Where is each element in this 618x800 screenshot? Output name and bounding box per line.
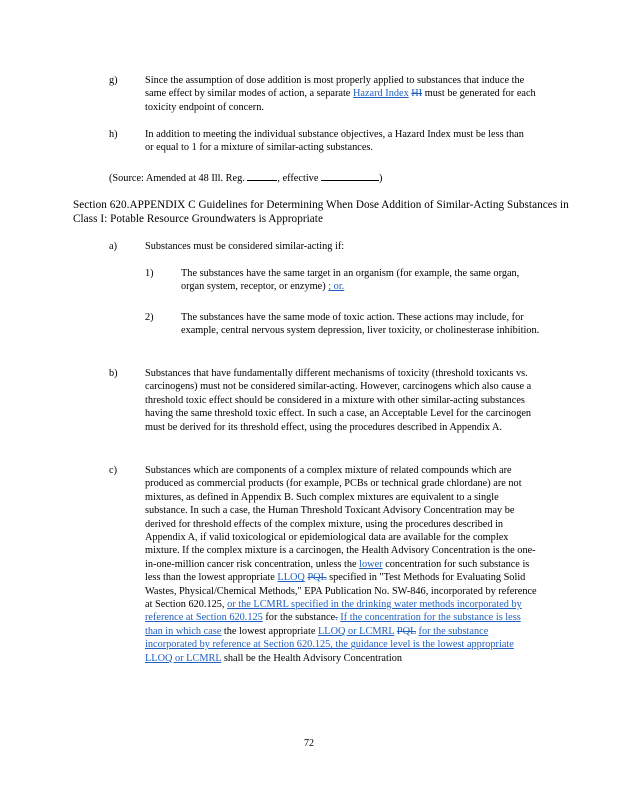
source-note: (Source: Amended at 48 Ill. Reg. , effective ) [109, 173, 383, 184]
inserted-text: If the concentration for the substance is less than in which case [145, 612, 521, 637]
item-a-label: a) [109, 241, 117, 252]
deleted-text: PQL [307, 572, 327, 584]
inserted-text: LLOQ [277, 572, 305, 584]
page-number: 72 [304, 738, 314, 749]
inserted-text: for the substance incorporated by reference at Section 620.125, the guidance level is the lowest appropriate LLOQ or LCMRL [145, 625, 514, 664]
deleted-text: . [335, 612, 338, 624]
inserted-text: Hazard Index [352, 88, 409, 100]
item-g-text: Since the assumption of dose addition is most properly applied to substances that induce the same effect by similar modes of action, a separate Hazard Index HI must be generated for each toxicity endpoint of concern. [145, 75, 536, 113]
item-h-text: In addition to meeting the individual substance objectives, a Hazard Index must be less than or equal to 1 for a mixture of similar-acting substances. [145, 129, 524, 154]
item-a2-text: The substances have the same mode of toxic action. These actions may include, for example, central nervous system depression, liver toxicity, or cholinesterase inhibition. [181, 312, 540, 337]
inserted-text: lower [359, 558, 383, 570]
item-g-label: g) [109, 75, 118, 86]
item-a2-label: 2) [145, 312, 154, 323]
blank-line [321, 171, 379, 181]
section-heading: Section 620.APPENDIX C Guidelines for Determining When Dose Addition of Similar-Acting Substances in Class I: Potable Resource Groundwaters is Appropriate [73, 199, 569, 225]
deleted-text: HI [411, 88, 423, 100]
item-a-text: Substances must be considered similar-acting if: [145, 241, 345, 252]
item-c-label: c) [109, 465, 117, 476]
item-h-label: h) [109, 129, 118, 140]
item-a1-text: The substances have the same target in an organism (for example, the same organ, organ system, receptor, or enzyme) ; or. [181, 268, 520, 293]
inserted-text: or the LCMRL specified in the drinking water methods incorporated by reference at Section 620.125 [145, 599, 522, 624]
inserted-text: LLOQ or LCMRL [318, 625, 395, 637]
blank-line [247, 171, 277, 181]
item-a1-label: 1) [145, 268, 154, 279]
inserted-text: ; or. [328, 281, 345, 293]
deleted-text: PQL [396, 625, 416, 637]
item-b-label: b) [109, 368, 118, 379]
item-b-text: Substances that have fundamentally different mechanisms of toxicity (threshold toxicants vs. carcinogens) must not be considered similar-acting. However, carcinogens which also cause a threshold toxic effect should be considered in a mixture with other similar-acting substances having the same threshold toxic effect. In such a case, an Acceptable Level for the carcinogen must be derived for its threshold effect, using the procedures described in Appendix A. [145, 368, 532, 433]
item-c-text: Substances which are components of a complex mixture of related compounds which are produced as commercial products (for example, PCBs or technical grade chlordane) are not mixtures, as defined in Appendix B. Such complex mixtures are equivalent to a single substance. In such a case, the Human Threshold Toxicant Advisory Concentration may be derived for threshold effects of the complex mixture, using the procedures described in Appendix A, if valid toxicological or epidemiological data are available for the complex mixture. If the complex mixture is a carcinogen, the Health Advisory Concentration is the one-in-one-million cancer risk concentration, unless the lower concentration for such substance is less than the lowest appropriate LLOQ PQL specified in "Test Methods for Evaluating Solid Wastes, Physical/Chemical Methods," EPA Publication No. SW-846, incorporated by reference at Section 620.125, or the LCMRL specified in the drinking water methods incorporated by reference at Section 620.125 for the substance. If the concentration for the substance is less than in which case the lowest appropriate LLOQ or LCMRL PQL for the substance incorporated by reference at Section 620.125, the guidance level is the lowest appropriate LLOQ or LCMRL shall be the Health Advisory Concentration [145, 465, 537, 664]
